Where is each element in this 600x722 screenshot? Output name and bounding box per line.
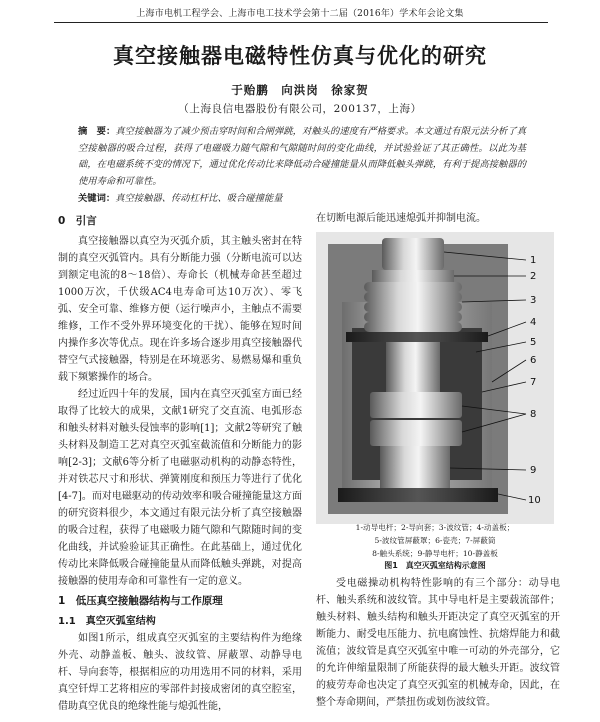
legend-line-2: 5-波纹管屏蔽罩；6-瓷壳；7-屏蔽筒	[374, 536, 496, 545]
moving-rod-top-shape	[382, 238, 444, 270]
figure-label-10: 10	[528, 495, 541, 506]
bellows-shape	[364, 282, 462, 332]
intro-paragraph-1: 真空接触器以真空为灭弧介质，其主触头密封在特制的真空灭弧管内。具有分断能力强（分断电流可以达到额定电流的8～18倍）、寿命长（机械寿命甚至超过1000万次，千伏级AC4电寿命可达10万次）、零飞弧、安全可靠、维修方便（运行噪声小，主触点不需要维修，工作不受外界环境变化的干扰）、能够在短时间内操作多次等优点。现在许多场合逐步用真空接触器代替空气式接触器，特别是在环境恶劣、易燃易爆和重负载下频繁操作的场合。	[58, 236, 302, 383]
right-top-text: 在切断电源后能迅速熄弧并抑制电流。	[316, 213, 486, 224]
fixed-cover-shape	[338, 488, 498, 502]
left-column	[58, 210, 302, 715]
keywords-label: 关键词：	[78, 193, 116, 204]
figure-caption: 图1 真空灭弧室结构示意图	[384, 561, 486, 570]
legend-line-1: 1-动导电杆；2-导向套；3-波纹管；4-动盖板；	[355, 523, 515, 532]
affiliation: （上海良信电器股份有限公司，200137，上海）	[178, 103, 422, 115]
figure-label-8: 8	[530, 409, 537, 420]
figure-label-6: 6	[530, 355, 537, 366]
figure-legend	[316, 521, 554, 560]
moving-conductor-shape	[386, 342, 440, 392]
structure-paragraph: 如图1所示，组成真空灭弧室的主要结构件为绝缘外壳、动静盖板、触头、波纹管、屏蔽罩、动静导电杆、导向套等，根据相应的功用选用不同的材料，采用真空钎焊工艺将相应的零部件封接成密闭的真空腔室，借助真空优良的绝缘性能与熄弧性能，	[58, 633, 302, 712]
figure-label-3: 3	[530, 295, 537, 306]
keywords-text: 真空接触器、传动杠杆比、吸合碰撞能量	[115, 193, 283, 204]
subsection-1-1-heading: 1.1 真空灭弧室结构	[58, 616, 156, 627]
figure-label-1: 1	[530, 255, 537, 266]
fixed-rod-shape	[380, 446, 450, 488]
paper-title: 真空接触器电磁特性仿真与优化的研究	[113, 43, 487, 68]
figure-label-4: 4	[530, 317, 537, 328]
section-0-heading: 0 引言	[58, 215, 97, 227]
moving-cover-shape	[346, 332, 488, 342]
figure-label-2: 2	[530, 271, 537, 282]
legend-line-3: 8-触头系统；9-静导电杆；10-静盖板	[372, 549, 498, 558]
vacuum-interrupter-figure	[316, 232, 554, 524]
page-header: 上海市电机工程学会、上海市电工技术学会第十二届（2016年）学术年会论文集	[136, 9, 464, 19]
intro-paragraph-2: 经过近四十年的发展，国内在真空灭弧室方面已经取得了比较大的成果，文献1研究了交直流、电弧形态和触头材料对触头侵蚀率的影响[1]；文献2等研究了触头材料及制造工艺对真空灭弧室截流值和分断能力的影响[2-3]；文献6等分析了电磁驱动机构的动静态特性，并对铁芯尺寸和形状、弹簧刚度和预压力等进行了优化[4-7]。而对电磁驱动的传动效率和吸合碰撞能量这方面的研究资料很少，本文通过有限元法分析了真空接触器的吸合过程，获得了电磁吸力随气隙和气隙随时间的变化曲线，并试验验证其正确性。在此基础上，通过优化传动比来降低吸合碰撞能量从而降低触头弹跳，对提高接触器的使用寿命和可靠性有一定的意义。	[58, 389, 302, 587]
right-body-paragraph: 受电磁操动机构特性影响的有三个部分：动导电杆、触头系统和波纹管。其中导电杆是主要载流部件；触头材料、触头结构和触头开距决定了真空灭弧室的开断能力、耐受电压能力、抗电腐蚀性、抗熔焊能力和截流值；波纹管是真空灭弧室中唯一可动的外壳部分，它的允许伸缩量限制了所能获得的最大触头开距。波纹管的疲劳寿命也决定了真空灭弧室的机械寿命，因此，在整个寿命期间，严禁扭伤或划伤波纹管。	[316, 578, 560, 708]
figure-label-5: 5	[530, 337, 537, 348]
abstract-text: 真空接触器为了减少预击穿时间和合闸弹跳，对触头的速度有严格要求。本文通过有限元法分析了真空接触器的吸合过程，获得了电磁吸力随气隙和气隙随时间的变化曲线，并试验验证了其正确性。以此为基础，在电磁系统不变的情况下，通过优化传动比来降低动合碰撞能量从而降低触头弹跳，有利于提高接触器的使用寿命和可靠性。	[78, 126, 526, 187]
abstract	[78, 124, 526, 190]
figure-label-9: 9	[530, 465, 537, 476]
figure-label-7: 7	[530, 377, 537, 388]
abstract-label: 摘 要：	[78, 126, 116, 137]
section-1-heading: 1 低压真空接触器结构与工作原理	[58, 595, 223, 607]
guide-sleeve-shape	[372, 270, 454, 282]
lower-contact-shape	[370, 420, 462, 446]
header-rule	[54, 22, 548, 23]
upper-contact-shape	[370, 392, 462, 418]
keywords	[78, 190, 526, 204]
authors: 于贻鹏 向洪岗 徐家贺	[231, 83, 369, 97]
